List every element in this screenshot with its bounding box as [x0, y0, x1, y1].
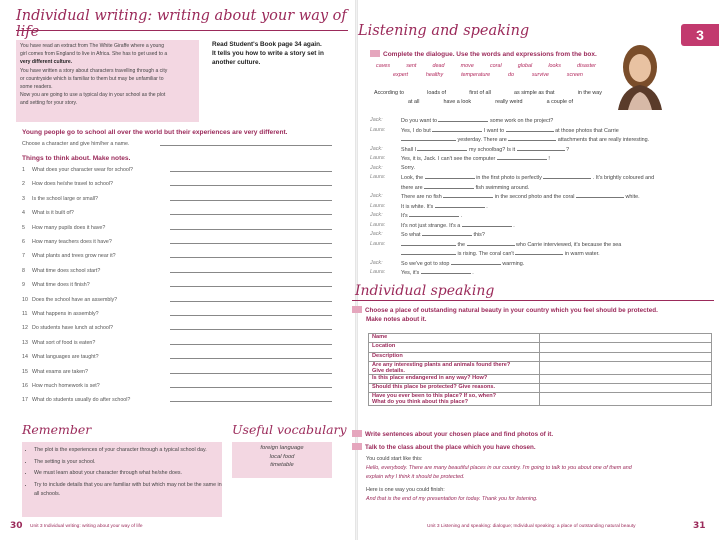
question-text: What time does school start? — [32, 267, 101, 274]
gap-blank[interactable] — [467, 240, 515, 246]
answer-line[interactable] — [170, 229, 332, 230]
table-row — [369, 361, 712, 374]
speaker: Jack: — [370, 117, 383, 123]
dialogue-text: Yes, it is, Jack. I can't see the computer ! — [401, 156, 550, 162]
intro-line: and setting for your story. — [20, 100, 78, 107]
dialogue-text: the who Carrie interviewed, it's because the sea — [401, 240, 715, 249]
notes-answer-cell[interactable] — [540, 361, 712, 374]
question-number: 3 — [22, 195, 25, 202]
choose-character — [22, 141, 332, 147]
question-number: 12 — [22, 325, 28, 332]
question-text: How much homework is set? — [32, 383, 100, 389]
vocab-item: timetable — [270, 462, 294, 469]
word-option: really weird — [495, 99, 523, 105]
dialogue-text: Shall I my schoolbag? Is it ? — [401, 146, 570, 153]
question-text: What is it built of? — [32, 210, 74, 217]
intro-box — [16, 40, 199, 122]
dialogue-line — [370, 268, 715, 277]
table-row — [369, 393, 712, 406]
speaker: Jack: — [370, 212, 383, 218]
question-item — [22, 196, 332, 202]
question-item — [22, 397, 332, 403]
question-number: 14 — [22, 354, 28, 361]
dialogue-text: yesterday. There are attachments that are really interesting. — [401, 135, 715, 144]
answer-line[interactable] — [170, 272, 332, 273]
speaker: Jack: — [370, 231, 383, 237]
intro-line: You have read an extract from The White Giraffe where a young — [20, 43, 165, 49]
answer-line[interactable] — [170, 286, 332, 287]
table-row — [369, 352, 712, 361]
remember-box — [22, 442, 222, 517]
right-footer — [0, 519, 719, 537]
gap-blank[interactable] — [576, 192, 624, 198]
question-number: 1 — [22, 167, 25, 173]
word-option: temperature — [461, 72, 491, 78]
dialogue-line — [370, 230, 715, 239]
speaker: Laura: — [370, 269, 386, 275]
dialogue-line — [370, 173, 715, 182]
start-label: You could start like this: — [366, 456, 423, 462]
dialogue-line — [370, 240, 715, 249]
word-option: as simple as that — [514, 90, 555, 96]
dialogue-text: there are fish swimming around. — [401, 184, 530, 191]
left-page — [0, 0, 355, 540]
girl-photo — [602, 40, 677, 110]
exercise-title: Young people go to school all over the world but their experiences are very different. — [22, 129, 288, 136]
question-text: What plants and trees grow near it? — [32, 253, 116, 260]
speaking-title: Individual speaking — [355, 283, 495, 299]
word-option: survive — [531, 72, 549, 78]
notes-label: Location — [369, 343, 540, 352]
gap-blank[interactable] — [421, 268, 471, 274]
speaker: Laura: — [370, 155, 386, 161]
gap-blank[interactable] — [508, 135, 556, 141]
word-option: According to — [374, 90, 404, 96]
word-box-row-2 — [393, 72, 583, 78]
read-line: another culture. — [212, 59, 261, 66]
question-item — [22, 325, 332, 331]
word-option: first of all — [469, 90, 491, 96]
speaker: Laura: — [370, 202, 386, 209]
answer-line[interactable] — [170, 358, 332, 359]
answer-line[interactable] — [170, 387, 332, 388]
gap-blank[interactable] — [443, 192, 493, 198]
gap-blank[interactable] — [462, 221, 512, 227]
word-option: disaster — [577, 63, 596, 69]
answer-line[interactable] — [170, 200, 332, 201]
question-text: What sort of food is eaten? — [32, 339, 96, 346]
question-item — [22, 181, 332, 187]
notes-answer-cell[interactable] — [540, 393, 712, 406]
page-number: 31 — [693, 521, 706, 531]
answer-line[interactable] — [170, 344, 332, 345]
notes-label: Is this place endangered in any way? How? — [369, 374, 540, 383]
exercise-marker — [352, 443, 362, 450]
notes-answer-cell[interactable] — [540, 334, 712, 343]
word-box-row-1 — [376, 63, 596, 69]
dialogue-text: Do you want to some work on the project? — [401, 118, 554, 124]
unit-tab: 3 — [681, 24, 719, 46]
question-text: What do students usually do after school? — [32, 397, 131, 404]
word-option: dead — [432, 63, 445, 69]
gap-blank[interactable] — [432, 126, 482, 132]
vocab-item: local food — [269, 453, 295, 460]
dialogue-line — [370, 211, 715, 220]
notes-label: Description — [369, 352, 540, 361]
notes-answer-cell[interactable] — [540, 374, 712, 383]
speaking-instruction: Choose a place of outstanding natural beauty in your country which you feel should be protected. Make notes about it. — [352, 306, 658, 324]
speaker: Laura: — [370, 240, 386, 247]
question-text: What languages are taught? — [32, 354, 99, 361]
intro-line: girl comes from England to live in Africa. She has to get used to a — [20, 51, 168, 58]
question-number: 13 — [22, 339, 28, 346]
speaker: Laura: — [370, 126, 386, 133]
answer-line[interactable] — [170, 171, 332, 172]
talk-text — [366, 455, 716, 504]
dialogue-line — [370, 259, 715, 268]
notes-label: Have you ever been to this place? If so, when? What do you think about this place? — [369, 393, 540, 406]
question-item — [22, 253, 332, 259]
answer-line[interactable] — [170, 257, 332, 258]
choose-label: Choose a character and give him/her a name. — [22, 141, 130, 147]
question-number: 8 — [22, 267, 25, 274]
talk-instruction: Talk to the class about the place which you have chosen. — [352, 443, 536, 451]
word-option: do — [507, 72, 514, 78]
remember-title: Remember — [22, 422, 92, 437]
intro-line: or countryside which is familiar to them but may be unfamiliar to — [20, 75, 164, 82]
question-item — [22, 354, 332, 360]
question-number: 2 — [22, 181, 25, 188]
notes-label: Should this place be protected? Give reasons. — [369, 384, 540, 393]
notes-answer-cell[interactable] — [540, 352, 712, 361]
intro-line: very different culture. — [20, 59, 73, 66]
dialogue-line — [370, 126, 715, 135]
start-text: Hello, everybody. There are many beautiful places in our country. I'm going to talk to you about one of them and — [366, 464, 632, 471]
right-page-title: Listening and speaking — [358, 23, 530, 39]
answer-line[interactable] — [170, 373, 332, 374]
answer-line[interactable] — [170, 329, 332, 330]
footer-text: Unit 3 Individual writing: writing about your way of life — [30, 524, 143, 529]
title-rule — [16, 30, 348, 31]
question-item — [22, 340, 332, 346]
remember-item: • The plot is the experiences of your character through a typical school day. — [34, 446, 222, 455]
remember-item: • The setting is your school. — [34, 458, 222, 467]
question-item — [22, 239, 332, 245]
start-text: explain why I think it should be protected. — [366, 473, 465, 480]
gap-blank[interactable] — [401, 240, 456, 246]
dialogue-text: Yes, I do but I want to at those photos that Carrie — [401, 127, 619, 134]
answer-line[interactable] — [170, 214, 332, 215]
word-option: expert — [393, 72, 408, 78]
table-row — [369, 334, 712, 343]
exercise-marker — [352, 306, 362, 313]
question-number: 15 — [22, 368, 28, 375]
question-number: 4 — [22, 210, 25, 217]
speaker: Laura: — [370, 174, 386, 180]
question-item — [22, 282, 332, 288]
word-option: loads of — [427, 90, 447, 96]
dialogue-line — [370, 183, 715, 192]
gap-blank[interactable] — [515, 249, 563, 255]
dialogue-line — [370, 221, 715, 230]
dialogue-text: It's not just strange. It's a . — [401, 222, 515, 229]
question-item — [22, 369, 332, 375]
answer-line[interactable] — [170, 315, 332, 316]
dialogue-line — [370, 116, 715, 125]
gap-blank[interactable] — [425, 173, 475, 179]
question-item — [22, 210, 332, 216]
page-number: 30 — [10, 521, 23, 531]
question-text: Is the school large or small? — [32, 195, 98, 202]
notes-answer-cell[interactable] — [540, 384, 712, 393]
dialogue-text: So we've got to stop warming. — [401, 260, 525, 267]
word-option: caves — [376, 63, 391, 69]
notes-label: Are any interesting plants and animals found there? Give details. — [369, 361, 540, 374]
word-option: in the way — [577, 90, 602, 96]
dialogue-line — [370, 202, 715, 211]
expression-row-1 — [374, 90, 602, 96]
dialogue-line — [370, 249, 715, 258]
answer-line[interactable] — [170, 185, 332, 186]
gap-blank[interactable] — [497, 154, 547, 160]
page-fold — [355, 0, 358, 540]
speaking-rule — [352, 300, 714, 301]
question-number: 17 — [22, 397, 28, 404]
word-option: sent — [406, 63, 417, 69]
gap-blank[interactable] — [401, 249, 456, 255]
speaker: Jack: — [370, 145, 383, 152]
question-number: 9 — [22, 282, 25, 289]
left-page-title: Individual writing: writing about your way of life — [16, 8, 347, 40]
question-text: What happens in assembly? — [32, 311, 99, 317]
things-title: Things to think about. Make notes. — [22, 155, 131, 162]
dialogue-line — [370, 192, 715, 201]
dialogue-text: Look, the in the first photo is perfectly . It's brightly coloured and — [401, 175, 655, 181]
vocab-box — [232, 442, 332, 478]
gap-blank[interactable] — [401, 135, 456, 141]
dialogue-text: is rising. The coral can't in warm water. — [401, 249, 715, 258]
dialogue-text: Yes, it's . — [401, 270, 474, 276]
footer-text: Unit 3 Listening and speaking: dialogue; Individual speaking: a place of outstanding natural beauty — [427, 524, 636, 529]
question-text: How does he/she travel to school? — [32, 181, 113, 188]
notes-answer-cell[interactable] — [540, 343, 712, 352]
gap-blank[interactable] — [517, 145, 565, 151]
dialogue-text: Sorry. — [401, 164, 415, 171]
finish-label: Here is one way you could finish: — [366, 487, 445, 494]
answer-line[interactable] — [170, 401, 332, 402]
question-item — [22, 225, 332, 231]
gap-blank[interactable] — [422, 230, 472, 236]
question-item — [22, 268, 332, 274]
question-text: What exams are taken? — [32, 368, 88, 375]
question-item — [22, 167, 332, 173]
vocab-item: foreign language — [260, 445, 304, 451]
gap-blank[interactable] — [409, 211, 459, 217]
dialogue-line — [370, 164, 715, 173]
gap-blank[interactable] — [543, 173, 591, 179]
question-text: How many teachers does it have? — [32, 239, 112, 245]
gap-blank[interactable] — [424, 183, 474, 189]
dialogue-text: So what this? — [401, 232, 485, 238]
word-option: global — [517, 63, 533, 69]
answer-line[interactable] — [160, 145, 332, 146]
notes-table — [368, 333, 712, 406]
notes-label: Name — [369, 334, 540, 343]
read-line: It tells you how to write a story set in — [212, 50, 324, 57]
table-row — [369, 384, 712, 393]
question-number: 7 — [22, 253, 25, 260]
question-item — [22, 297, 332, 303]
intro-line: some readers. — [20, 84, 53, 91]
vocab-title: Useful vocabulary — [232, 422, 347, 437]
speaker: Laura: — [370, 221, 386, 228]
question-number: 10 — [22, 296, 28, 303]
read-instruction — [212, 40, 339, 67]
table-row — [369, 343, 712, 352]
speaker: Jack: — [370, 193, 383, 199]
word-option: healthy — [425, 72, 444, 78]
question-number: 11 — [22, 311, 28, 317]
dialogue-text: It's . — [401, 213, 463, 219]
question-text: Do students have lunch at school? — [32, 325, 113, 332]
speaker: Jack: — [370, 164, 383, 171]
exercise-marker — [352, 430, 362, 437]
question-number: 16 — [22, 383, 28, 389]
question-item — [22, 311, 332, 317]
answer-line[interactable] — [170, 301, 332, 302]
intro-line: Now you are going to use a typical day in your school as the plot — [20, 92, 166, 99]
dialogue-line — [370, 145, 715, 154]
gap-blank[interactable] — [417, 145, 467, 151]
word-option: have a look — [443, 99, 472, 105]
question-number: 5 — [22, 224, 25, 231]
gap-blank[interactable] — [451, 259, 501, 265]
question-text: What does your character wear for school? — [32, 167, 133, 173]
remember-item: • We must learn about your character through what he/she does. — [34, 469, 222, 478]
answer-line[interactable] — [170, 243, 332, 244]
expression-row-2 — [408, 99, 573, 105]
intro-line: You have written a story about characters travelling through a city — [20, 67, 168, 74]
question-text: What time does it finish? — [32, 282, 90, 289]
dialogue-text: There are no fish in the second photo and the coral white. — [401, 194, 640, 200]
gap-blank[interactable] — [438, 116, 488, 122]
remember-item: • Try to include details that you are familiar with but which may not be the same in all schools. — [34, 481, 222, 498]
table-row — [369, 374, 712, 383]
gap-blank[interactable] — [506, 126, 554, 132]
word-option: a couple of — [546, 99, 573, 105]
dialogue-line — [370, 154, 715, 163]
gap-blank[interactable] — [435, 202, 485, 208]
dialogue-line — [370, 135, 715, 144]
speaker: Jack: — [370, 259, 383, 266]
word-option: screen — [566, 72, 583, 78]
dialogue-instruction: Complete the dialogue. Use the words and expressions from the box. — [370, 50, 597, 58]
question-number: 6 — [22, 239, 25, 245]
word-option: at all — [408, 99, 420, 105]
dialogue-text: It is white. It's . — [401, 203, 488, 210]
exercise-marker — [370, 50, 380, 57]
word-option: looks — [548, 63, 561, 69]
finish-text: And that is the end of my presentation for today. Thank you for listening. — [366, 496, 538, 503]
read-line: Read Student's Book page 34 again. — [212, 41, 322, 48]
write-instruction: Write sentences about your chosen place and find photos of it. — [352, 430, 553, 438]
question-item — [22, 383, 332, 389]
question-text: How many pupils does it have? — [32, 224, 106, 231]
word-option: move — [460, 63, 474, 69]
question-text: Does the school have an assembly? — [32, 296, 118, 303]
word-option: coral — [489, 63, 502, 69]
